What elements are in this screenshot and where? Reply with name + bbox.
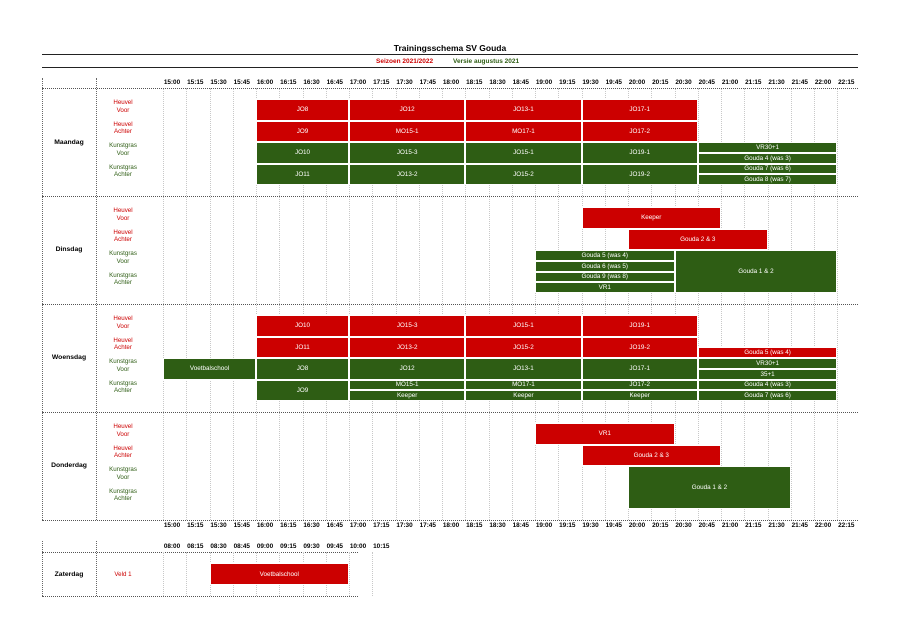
day-separator <box>42 196 858 197</box>
time-tick-label: 08:15 <box>187 543 204 550</box>
training-block: Gouda 8 (was 7) <box>698 174 838 185</box>
training-block: Voetbalschool <box>163 358 256 380</box>
field-label-heuvel-voor: Heuvel Voor <box>113 99 133 114</box>
time-tick-label: 09:00 <box>256 543 274 550</box>
training-block: Keeper <box>582 390 698 401</box>
time-tick-label: 16:00 <box>256 79 274 86</box>
time-tick-label: 15:30 <box>210 522 227 529</box>
time-tick-label: 18:15 <box>466 79 483 86</box>
column-separator <box>96 541 97 596</box>
time-tick-label: 22:15 <box>838 522 855 529</box>
time-tick-label: 09:30 <box>303 543 320 550</box>
time-tick-label: 15:45 <box>233 79 250 86</box>
time-tick-label: 22:00 <box>814 522 832 529</box>
training-block: JO15-2 <box>465 337 581 359</box>
training-block: JO8 <box>256 99 349 121</box>
time-tick-label: 19:00 <box>535 522 553 529</box>
day-separator <box>42 88 858 89</box>
time-tick-label: 20:30 <box>675 522 692 529</box>
training-block: JO17-2 <box>582 121 698 143</box>
time-tick-label: 17:00 <box>349 522 367 529</box>
field-label-heuvel-achter: Heuvel Achter <box>113 444 133 459</box>
time-tick-label: 18:45 <box>512 522 529 529</box>
time-tick-label: 17:15 <box>373 522 390 529</box>
training-block: Gouda 7 (was 6) <box>698 390 838 401</box>
time-tick-label: 09:45 <box>326 543 343 550</box>
training-block: JO17-2 <box>582 380 698 391</box>
training-block: Gouda 4 (was 3) <box>698 380 838 391</box>
field-label-heuvel-voor: Heuvel Voor <box>113 315 133 330</box>
time-tick-label: 15:15 <box>187 522 204 529</box>
time-tick-label: 15:30 <box>210 79 227 86</box>
field-label-kunstgras-voor: Kunstgras Voor <box>109 358 137 373</box>
time-tick-label: 19:15 <box>559 79 576 86</box>
training-block: JO15-1 <box>465 142 581 164</box>
training-block: JO11 <box>256 337 349 359</box>
training-block: Gouda 1 & 2 <box>675 250 838 293</box>
time-tick-label: 10:15 <box>373 543 390 550</box>
field-label-kunstgras-achter: Kunstgras Achter <box>109 379 137 394</box>
field-label-heuvel-voor: Heuvel Voor <box>113 207 133 222</box>
time-tick-label: 16:45 <box>326 522 343 529</box>
day-separator <box>42 520 858 521</box>
time-tick-label: 16:00 <box>256 522 274 529</box>
page-title: Trainingsschema SV Gouda <box>393 43 507 53</box>
field-label-kunstgras-achter: Kunstgras Achter <box>109 487 137 502</box>
training-block: Gouda 2 & 3 <box>582 445 722 467</box>
training-block: JO10 <box>256 142 349 164</box>
time-tick-label: 17:30 <box>396 79 413 86</box>
field-label-heuvel-achter: Heuvel Achter <box>113 120 133 135</box>
training-block: VR30+1 <box>698 358 838 369</box>
time-tick-label: 19:15 <box>559 522 576 529</box>
day-label-woensdag: Woensdag <box>51 354 87 361</box>
training-block: Gouda 5 (was 4) <box>535 250 675 261</box>
field-label-kunstgras-voor: Kunstgras Voor <box>109 250 137 265</box>
time-tick-label: 10:00 <box>349 543 367 550</box>
day-label-maandag: Maandag <box>54 139 84 146</box>
day-label-dinsdag: Dinsdag <box>55 246 83 253</box>
time-tick-label: 18:45 <box>512 79 529 86</box>
time-tick-label: 21:15 <box>745 79 762 86</box>
training-block: JO19-2 <box>582 164 698 186</box>
title-rule <box>42 54 858 55</box>
field-label-heuvel-achter: Heuvel Achter <box>113 336 133 351</box>
training-block: Gouda 6 (was 5) <box>535 261 675 272</box>
training-block: JO13-2 <box>349 164 465 186</box>
day-label-zaterdag: Zaterdag <box>54 571 84 578</box>
time-tick-label: 20:15 <box>652 79 669 86</box>
time-tick-label: 16:45 <box>326 79 343 86</box>
time-tick-label: 17:00 <box>349 79 367 86</box>
training-block: VR1 <box>535 282 675 293</box>
column-separator <box>42 541 43 596</box>
training-block: MO15-1 <box>349 380 465 391</box>
time-tick-label: 18:00 <box>442 79 460 86</box>
time-tick-label: 21:30 <box>768 522 785 529</box>
time-tick-label: 19:30 <box>582 79 599 86</box>
training-block: JO19-1 <box>582 142 698 164</box>
training-block: MO17-1 <box>465 121 581 143</box>
grid-line <box>186 552 187 596</box>
training-block: 35+1 <box>698 369 838 380</box>
training-block: JO17-1 <box>582 99 698 121</box>
time-tick-label: 08:30 <box>210 543 227 550</box>
grid-line <box>163 552 164 596</box>
training-block: MO17-1 <box>465 380 581 391</box>
time-tick-label: 17:45 <box>419 79 436 86</box>
time-tick-label: 08:45 <box>233 543 250 550</box>
training-block: JO19-2 <box>582 337 698 359</box>
field-label-kunstgras-achter: Kunstgras Achter <box>109 271 137 286</box>
time-tick-label: 21:45 <box>791 79 808 86</box>
time-tick-label: 09:15 <box>280 543 297 550</box>
training-block: JO9 <box>256 380 349 402</box>
saturday-separator <box>42 596 358 597</box>
training-block: JO12 <box>349 99 465 121</box>
time-tick-label: 17:45 <box>419 522 436 529</box>
training-block: VR1 <box>535 423 675 445</box>
training-block: Gouda 5 (was 4) <box>698 347 838 358</box>
training-block: Gouda 9 (was 8) <box>535 272 675 283</box>
training-block: JO13-2 <box>349 337 465 359</box>
grid-line <box>349 552 350 596</box>
training-block: VR30+1 <box>698 142 838 153</box>
time-tick-label: 21:45 <box>791 522 808 529</box>
time-tick-label: 15:15 <box>187 79 204 86</box>
time-tick-label: 16:15 <box>280 522 297 529</box>
time-tick-label: 19:30 <box>582 522 599 529</box>
training-block: JO10 <box>256 315 349 337</box>
training-block: JO8 <box>256 358 349 380</box>
version-label: Versie augustus 2021 <box>453 58 520 65</box>
field-label-heuvel-achter: Heuvel Achter <box>113 228 133 243</box>
training-block: Keeper <box>582 207 722 229</box>
time-tick-label: 22:00 <box>814 79 832 86</box>
time-tick-label: 21:00 <box>721 79 739 86</box>
time-tick-label: 17:30 <box>396 522 413 529</box>
time-tick-label: 18:00 <box>442 522 460 529</box>
field-label-kunstgras-voor: Kunstgras Voor <box>109 466 137 481</box>
subtitle-rule <box>42 67 858 68</box>
time-tick-label: 16:15 <box>280 79 297 86</box>
training-block: JO11 <box>256 164 349 186</box>
day-separator <box>42 412 858 413</box>
time-tick-label: 19:45 <box>605 522 622 529</box>
training-block: Keeper <box>349 390 465 401</box>
time-tick-label: 17:15 <box>373 79 390 86</box>
training-block: JO12 <box>349 358 465 380</box>
time-tick-label: 19:45 <box>605 79 622 86</box>
training-block: Gouda 1 & 2 <box>628 466 791 509</box>
time-tick-label: 20:45 <box>698 79 715 86</box>
training-block: JO19-1 <box>582 315 698 337</box>
time-tick-label: 22:15 <box>838 79 855 86</box>
field-label-kunstgras-achter: Kunstgras Achter <box>109 163 137 178</box>
time-tick-label: 16:30 <box>303 79 320 86</box>
training-block: JO13-1 <box>465 358 581 380</box>
time-tick-label: 08:00 <box>163 543 181 550</box>
training-block: Voetbalschool <box>210 563 350 585</box>
training-block: Keeper <box>465 390 581 401</box>
field-label-kunstgras-voor: Kunstgras Voor <box>109 142 137 157</box>
training-block: JO9 <box>256 121 349 143</box>
time-tick-label: 15:45 <box>233 522 250 529</box>
field-label-heuvel-voor: Heuvel Voor <box>113 423 133 438</box>
time-tick-label: 21:15 <box>745 522 762 529</box>
field-label-veld-1: Veld 1 <box>114 571 132 578</box>
time-tick-label: 21:00 <box>721 522 739 529</box>
time-tick-label: 18:30 <box>489 79 506 86</box>
time-tick-label: 15:00 <box>163 79 181 86</box>
training-block: JO15-3 <box>349 142 465 164</box>
training-block: Gouda 4 (was 3) <box>698 153 838 164</box>
time-tick-label: 19:00 <box>535 79 553 86</box>
time-tick-label: 16:30 <box>303 522 320 529</box>
time-tick-label: 18:15 <box>466 522 483 529</box>
time-tick-label: 20:15 <box>652 522 669 529</box>
grid-line <box>372 552 373 596</box>
training-block: JO13-1 <box>465 99 581 121</box>
time-tick-label: 20:00 <box>628 522 646 529</box>
training-block: Gouda 2 & 3 <box>628 229 768 251</box>
training-block: JO15-1 <box>465 315 581 337</box>
day-separator <box>42 304 858 305</box>
time-tick-label: 15:00 <box>163 522 181 529</box>
time-tick-label: 21:30 <box>768 79 785 86</box>
time-tick-label: 20:45 <box>698 522 715 529</box>
training-block: JO15-2 <box>465 164 581 186</box>
season-label: Seizoen 2021/2022 <box>376 58 434 65</box>
saturday-separator <box>42 552 358 553</box>
training-block: JO17-1 <box>582 358 698 380</box>
training-block: JO15-3 <box>349 315 465 337</box>
time-tick-label: 18:30 <box>489 522 506 529</box>
training-block: MO15-1 <box>349 121 465 143</box>
training-block: Gouda 7 (was 6) <box>698 164 838 175</box>
day-label-donderdag: Donderdag <box>51 462 87 469</box>
time-tick-label: 20:30 <box>675 79 692 86</box>
time-tick-label: 20:00 <box>628 79 646 86</box>
